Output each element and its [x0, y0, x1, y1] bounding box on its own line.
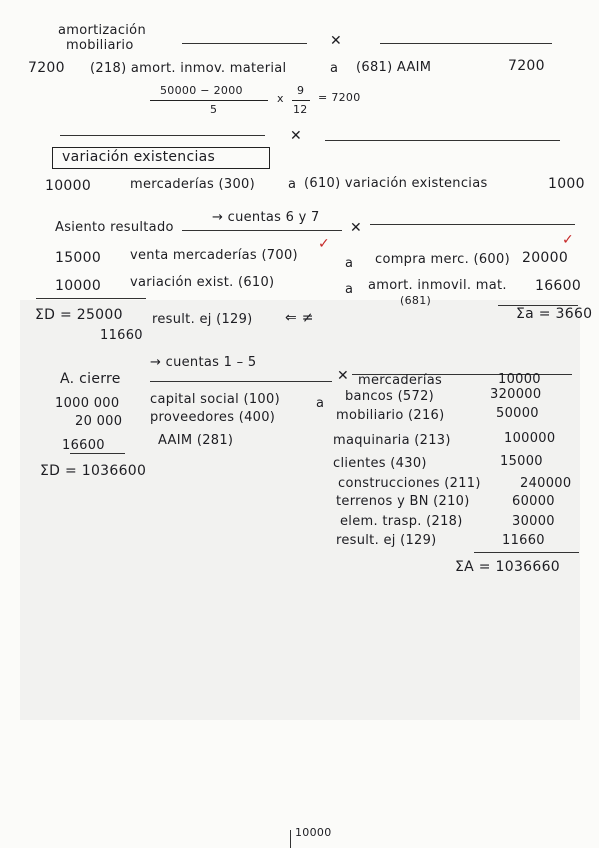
credit-amount: 15000: [500, 454, 543, 469]
credit-amount: 320000: [490, 387, 542, 402]
credit-amount: 20000: [522, 250, 569, 266]
debit-account: proveedores (400): [150, 410, 276, 425]
debit-amount: 20 000: [75, 414, 123, 429]
a-connector: a: [345, 256, 354, 271]
amount-left: 10000: [45, 178, 92, 194]
a-connector: a: [345, 282, 354, 297]
var-line-left: [60, 135, 265, 136]
header-line-left: [182, 43, 307, 44]
cierre-line-left: [150, 381, 332, 382]
formula-numerator: 50000 − 2000: [160, 84, 243, 97]
amortizacion-title-1: amortización: [58, 23, 146, 38]
var-line-right: [325, 140, 560, 141]
cross-mark: ✕: [330, 33, 343, 49]
side-note: 11660: [100, 328, 143, 343]
bleed-through-shading: [20, 300, 580, 720]
a-connector: a: [288, 177, 297, 192]
credit-account: mercaderías: [358, 373, 443, 388]
cross-mark: ✕: [337, 368, 350, 384]
credit-account: bancos (572): [345, 389, 435, 404]
credit-amount: 100000: [504, 431, 556, 446]
header-line-right: [380, 43, 552, 44]
footer-note: 10000: [295, 826, 332, 839]
amount-left: 7200: [28, 60, 65, 76]
credit-amount: 11660: [502, 533, 545, 548]
debit-account: mercaderías (300): [130, 177, 255, 192]
sum-credit: Σa = 3660: [516, 306, 593, 322]
footer-tick: [290, 830, 291, 848]
resultado-line-right: [370, 224, 575, 225]
credit-account: result. ej (129): [336, 533, 437, 548]
sum-underline: [70, 453, 125, 454]
credit-account: elem. trasp. (218): [340, 514, 463, 529]
debit-amount: 15000: [55, 250, 102, 266]
sum-debit: ΣD = 25000: [35, 307, 123, 323]
sum-line-right: [474, 552, 579, 553]
credit-account: amort. inmovil. mat.: [368, 278, 507, 293]
not-equal-mark: ⇐ ≠: [285, 310, 314, 326]
debit-account: venta mercaderías (700): [130, 248, 298, 263]
amortizacion-title-2: mobiliario: [66, 38, 134, 53]
sum-credit: ΣA = 1036660: [455, 559, 561, 575]
formula-denominator: 5: [210, 103, 218, 116]
debit-amount: 10000: [55, 278, 102, 294]
a-connector: a: [330, 61, 339, 76]
debit-account: variación exist. (610): [130, 275, 275, 290]
credit-account: (610) variación existencias: [304, 176, 488, 191]
credit-amount: 16600: [535, 278, 582, 294]
cross-mark: ✕: [290, 128, 303, 144]
formula-bar: [150, 100, 268, 101]
formula-result: = 7200: [318, 91, 361, 104]
credit-amount: 50000: [496, 406, 539, 421]
credit-account: terrenos y BN (210): [336, 494, 470, 509]
credit-amount: 240000: [520, 476, 572, 491]
cierre-arrow-note: → cuentas 1 – 5: [150, 355, 257, 370]
debit-amount: 16600: [62, 438, 105, 453]
amount-right: 1000: [548, 176, 585, 192]
sum-line-left: [36, 298, 146, 299]
debit-account: capital social (100): [150, 392, 280, 407]
cross-mark: ✕: [350, 220, 363, 236]
formula-frac-den: 12: [293, 103, 308, 116]
formula-frac-bar: [292, 100, 310, 101]
credit-account: compra merc. (600): [375, 252, 510, 267]
credit-account: clientes (430): [333, 456, 427, 471]
credit-amount: 30000: [512, 514, 555, 529]
resultado-arrow-note: → cuentas 6 y 7: [212, 210, 320, 225]
credit-amount: 10000: [498, 372, 541, 387]
credit-account: mobiliario (216): [336, 408, 445, 423]
result-label: result. ej (129): [152, 312, 253, 327]
variacion-title: variación existencias: [62, 149, 216, 165]
debit-amount: 1000 000: [55, 396, 120, 411]
sum-debit: ΣD = 1036600: [40, 463, 147, 479]
credit-note: (681): [400, 294, 432, 307]
credit-account: maquinaria (213): [333, 433, 451, 448]
cierre-title: A. cierre: [60, 371, 121, 387]
checkmark-icon: ✓: [562, 232, 575, 248]
formula-frac-num: 9: [297, 84, 305, 97]
checkmark-icon: ✓: [318, 236, 331, 252]
debit-account: (218) amort. inmov. material: [90, 61, 287, 76]
resultado-title: Asiento resultado: [55, 220, 174, 235]
credit-account: construcciones (211): [338, 476, 481, 491]
credit-account: (681) AAIM: [356, 60, 432, 75]
resultado-line-left: [182, 230, 342, 231]
formula-times: x: [277, 92, 284, 105]
amount-right: 7200: [508, 58, 545, 74]
debit-account: AAIM (281): [158, 433, 234, 448]
a-connector: a: [316, 396, 325, 411]
credit-amount: 60000: [512, 494, 555, 509]
